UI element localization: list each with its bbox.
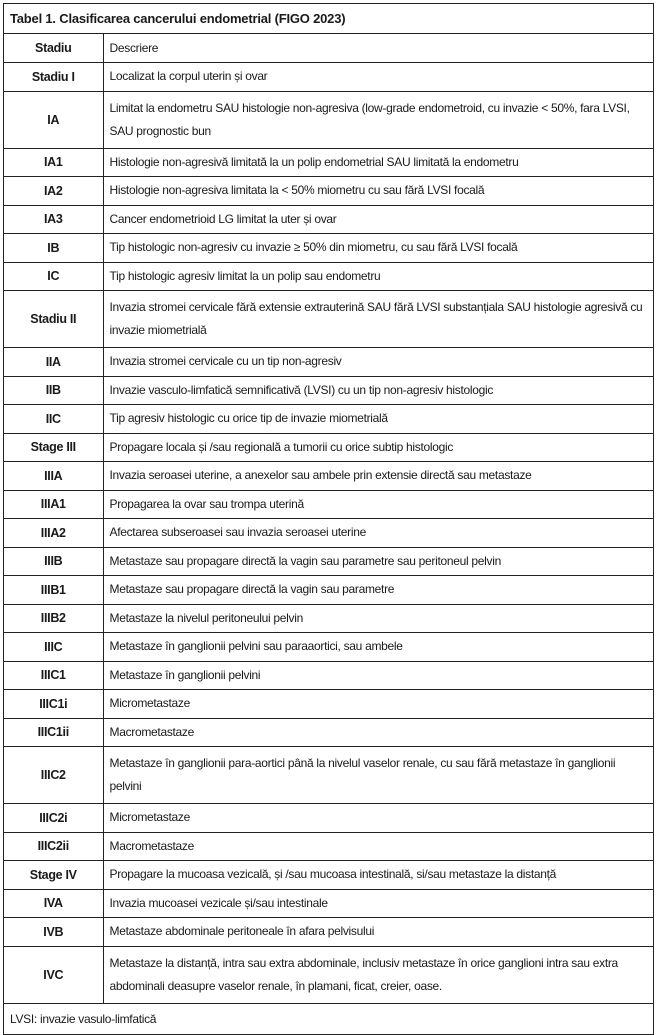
table-row	[4, 519, 653, 548]
table-row	[4, 148, 653, 177]
table-row	[4, 376, 653, 405]
table-row	[4, 262, 653, 291]
description-cell: Histologie non-agresivă limitată la un polip endometrial SAU limitată la endometru	[103, 148, 653, 177]
stage-cell: IIIC1	[4, 661, 103, 690]
description-cell: Localizat la corpul uterin și ovar	[103, 63, 653, 92]
description-cell: Metastaze în ganglionii pelvini	[103, 661, 653, 690]
description-cell: Propagarea la ovar sau trompa uterină	[103, 490, 653, 519]
stage-cell: IVB	[4, 918, 103, 947]
description-cell: Histologie non-agresiva limitata la < 50% miometru cu sau fără LVSI focală	[103, 177, 653, 206]
table-row	[4, 405, 653, 434]
table-row	[4, 547, 653, 576]
stage-cell: IC	[4, 262, 103, 291]
classification-table	[4, 34, 653, 1004]
description-cell: Tip histologic agresiv limitat la un polip sau endometru	[103, 262, 653, 291]
stage-cell: IA3	[4, 205, 103, 234]
table-row	[4, 661, 653, 690]
stage-cell: IIIC2	[4, 747, 103, 804]
description-cell: Cancer endometrioid LG limitat la uter și ovar	[103, 205, 653, 234]
stage-cell: IB	[4, 234, 103, 263]
table-row	[4, 604, 653, 633]
stage-cell: IA2	[4, 177, 103, 206]
table-row	[4, 177, 653, 206]
stage-cell: Stadiu I	[4, 63, 103, 92]
table-row	[4, 234, 653, 263]
table-row	[4, 205, 653, 234]
table-row	[4, 462, 653, 491]
table-row	[4, 918, 653, 947]
table-row	[4, 91, 653, 148]
table-row	[4, 490, 653, 519]
stage-cell: IIIC2i	[4, 804, 103, 833]
stage-cell: IIIC1i	[4, 690, 103, 719]
stage-cell: IIIB1	[4, 576, 103, 605]
description-cell: Invazia mucoasei vezicale și/sau intestinale	[103, 889, 653, 918]
stage-cell: Stage IV	[4, 861, 103, 890]
table-row	[4, 804, 653, 833]
stage-cell: Stadiu II	[4, 291, 103, 348]
stage-cell: IIIB	[4, 547, 103, 576]
description-cell: Propagare la mucoasa vezicală, și /sau mucoasa intestinală, si/sau metastaze la distanță	[103, 861, 653, 890]
table-row	[4, 832, 653, 861]
description-cell: Tip agresiv histologic cu orice tip de invazie miometrială	[103, 405, 653, 434]
figo-table	[3, 3, 654, 1035]
description-cell: Invazia stromei cervicale cu un tip non-agresiv	[103, 348, 653, 377]
stage-cell: IIIA1	[4, 490, 103, 519]
table-footnote: LVSI: invazie vasulo-limfatică	[10, 1011, 157, 1026]
description-cell: Micrometastaze	[103, 690, 653, 719]
table-row	[4, 690, 653, 719]
stage-cell: IIIA2	[4, 519, 103, 548]
table-row	[4, 291, 653, 348]
table-row	[4, 433, 653, 462]
description-cell: Limitat la endometru SAU histologie non-agresiva (low-grade endometroid, cu invazie < 50%, fara LVSI, SAU prognostic bun	[103, 91, 653, 148]
table-row	[4, 747, 653, 804]
stage-cell: IA1	[4, 148, 103, 177]
description-cell: Metastaze sau propagare directă la vagin sau parametre	[103, 576, 653, 605]
table-title: Tabel 1. Clasificarea cancerului endometrial (FIGO 2023)	[4, 4, 653, 34]
stage-cell: IVA	[4, 889, 103, 918]
stage-cell: IA	[4, 91, 103, 148]
stage-cell: IIIB2	[4, 604, 103, 633]
stage-cell: IIB	[4, 376, 103, 405]
stage-cell: Stage III	[4, 433, 103, 462]
table-row	[4, 633, 653, 662]
stage-cell: IIA	[4, 348, 103, 377]
description-cell: Metastaze la nivelul peritoneului pelvin	[103, 604, 653, 633]
description-cell: Metastaze sau propagare directă la vagin sau parametre sau peritoneul pelvin	[103, 547, 653, 576]
table-row	[4, 63, 653, 92]
table-row	[4, 861, 653, 890]
description-cell: Tip histologic non-agresiv cu invazie ≥ 50% din miometru, cu sau fără LVSI focală	[103, 234, 653, 263]
description-cell: Macrometastaze	[103, 832, 653, 861]
header-stage: Stadiu	[4, 34, 103, 63]
description-cell: Invazie vasculo-limfatică semnificativă (LVSI) cu un tip non-agresiv histologic	[103, 376, 653, 405]
header-description: Descriere	[103, 34, 653, 63]
stage-cell: IVC	[4, 946, 103, 1003]
stage-cell: IIIA	[4, 462, 103, 491]
description-cell: Afectarea subseroasei sau invazia seroasei uterine	[103, 519, 653, 548]
table-row	[4, 946, 653, 1003]
table-row	[4, 718, 653, 747]
description-cell: Invazia seroasei uterine, a anexelor sau ambele prin extensie directă sau metastaze	[103, 462, 653, 491]
description-cell: Micrometastaze	[103, 804, 653, 833]
table-row	[4, 889, 653, 918]
table-row	[4, 348, 653, 377]
description-cell: Metastaze la distanță, intra sau extra abdominale, inclusiv metastaze în orice ganglioni intra sau extra abdominali deasupre vaselor renale, în plamani, ficat, creier, oase.	[103, 946, 653, 1003]
description-cell: Invazia stromei cervicale fără extensie extrauterină SAU fără LVSI substanțiala SAU histologie agresivă cu invazie miometrială	[103, 291, 653, 348]
header-row	[4, 34, 653, 63]
table-row	[4, 576, 653, 605]
description-cell: Macrometastaze	[103, 718, 653, 747]
description-cell: Propagare locala și /sau regională a tumorii cu orice subtip histologic	[103, 433, 653, 462]
description-cell: Metastaze în ganglionii para-aortici până la nivelul vaselor renale, cu sau fără metastaze în ganglionii pelvini	[103, 747, 653, 804]
description-cell: Metastaze în ganglionii pelvini sau paraaortici, sau ambele	[103, 633, 653, 662]
stage-cell: IIIC	[4, 633, 103, 662]
stage-cell: IIIC1ii	[4, 718, 103, 747]
stage-cell: IIIC2ii	[4, 832, 103, 861]
description-cell: Metastaze abdominale peritoneale în afara pelvisului	[103, 918, 653, 947]
stage-cell: IIC	[4, 405, 103, 434]
